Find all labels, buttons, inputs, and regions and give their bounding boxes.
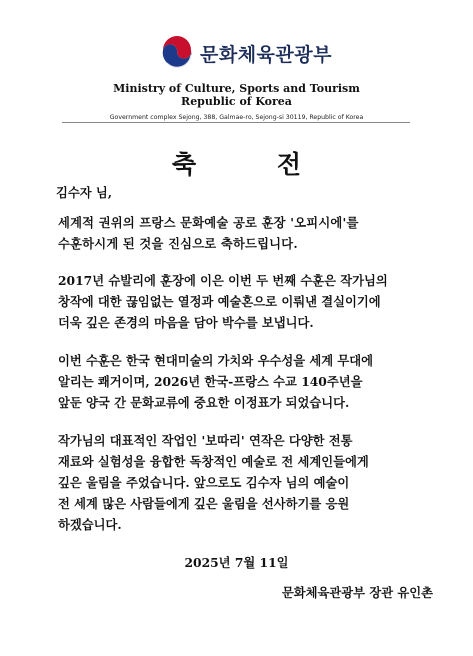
paragraph-line: 2017년 슈발리에 훈장에 이은 이번 두 번째 수훈은 작가님의 xyxy=(58,273,388,288)
paragraph-line: 하겠습니다. xyxy=(58,517,122,532)
paragraph-line: 세계적 권위의 프랑스 문화예술 공로 훈장 '오피시에'를 xyxy=(58,215,359,230)
paragraph-1 xyxy=(56,212,436,254)
ministry-name-en xyxy=(0,82,473,108)
paragraph-4 xyxy=(56,430,436,535)
paragraph-line: 알리는 쾌거이며, 2026년 한국-프랑스 수교 140주년을 xyxy=(58,374,363,389)
salutation: 김수자 님, xyxy=(56,185,113,200)
paragraph-line: 재료와 실험성을 융합한 독창적인 예술로 전 세계인들에게 xyxy=(58,454,369,469)
paragraph-line: 전 세계 많은 사람들에게 깊은 울림을 선사하기를 응원 xyxy=(58,496,350,511)
paragraph-line: 앞둔 양국 간 문화교류에 중요한 이정표가 되었습니다. xyxy=(58,395,350,410)
paragraph-line: 더욱 깊은 존경의 마음을 담아 박수를 보냅니다. xyxy=(58,315,314,330)
header-divider xyxy=(62,122,410,123)
ministry-name-en-line1: Ministry of Culture, Sports and Tourism xyxy=(113,82,360,95)
paragraph-line: 깊은 울림을 주었습니다. 앞으로도 김수자 님의 예술이 xyxy=(58,475,350,490)
document-date: 2025년 7월 11일 xyxy=(184,555,289,570)
paragraph-2 xyxy=(56,270,436,333)
ministry-name-ko: 문화체육관광부 xyxy=(200,43,332,66)
ministry-logo xyxy=(160,36,332,70)
paragraph-line: 수훈하시게 된 것을 진심으로 축하드립니다. xyxy=(58,236,298,251)
paragraph-3 xyxy=(56,350,436,413)
ministry-name-en-line2: Republic of Korea xyxy=(181,95,292,108)
signature-line: 문화체육관광부 장관 유인촌 xyxy=(281,585,433,600)
paragraph-line: 창작에 대한 끊임없는 열정과 예술혼으로 이뤄낸 결실이기에 xyxy=(58,294,381,309)
paragraph-line: 작가님의 대표적인 작업인 '보따리' 연작은 다양한 전통 xyxy=(58,433,353,448)
taegeuk-emblem-icon xyxy=(160,36,194,70)
ministry-address: Government complex Sejong, 388, Galmae-ro, Sejong-si 30119, Republic of Korea xyxy=(109,114,364,121)
document-title: 축 전 xyxy=(171,150,337,179)
paragraph-line: 이번 수훈은 한국 현대미술의 가치와 우수성을 세계 무대에 xyxy=(58,353,374,368)
